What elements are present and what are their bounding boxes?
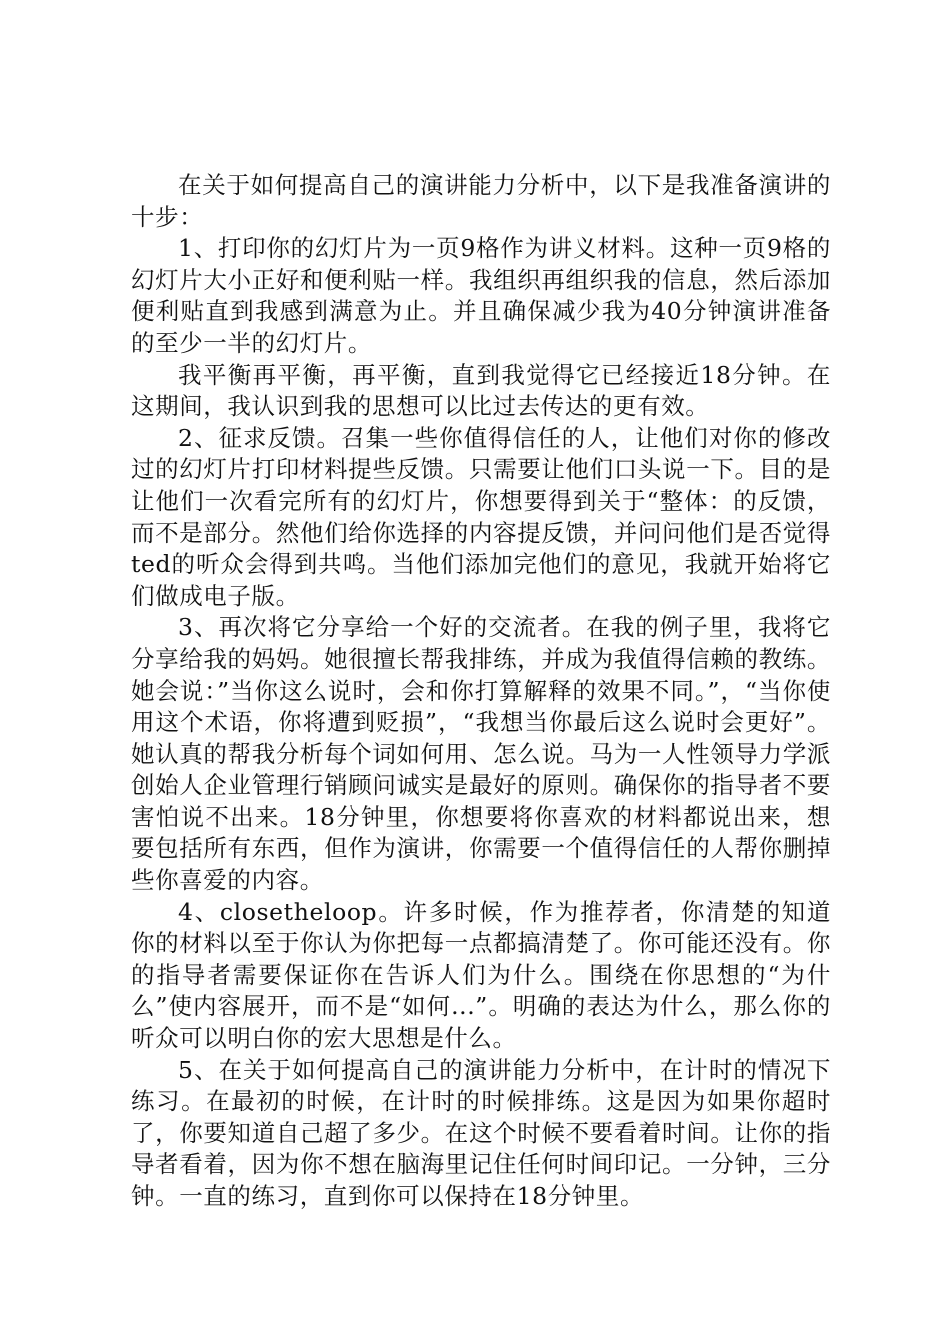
document-body bbox=[131, 170, 831, 1213]
paragraph-step-5: 5、在关于如何提高自己的演讲能力分析中，在计时的情况下练习。在最初的时候，在计时的时候排练。这是因为如果你超时了，你要知道自己超了多少。在这个时候不要看着时间。让你的指导者看着，因为你不想在脑海里记住任何时间印记。一分钟，三分钟。一直的练习，直到你可以保持在18分钟里。 bbox=[131, 1055, 831, 1210]
paragraph-step-1: 1、打印你的幻灯片为一页9格作为讲义材料。这种一页9格的幻灯片大小正好和便利贴一样。我组织再组织我的信息，然后添加便利贴直到我感到满意为止。并且确保减少我为40分钟演讲准备的至少一半的幻灯片。 bbox=[131, 234, 831, 357]
paragraph-step-3: 3、再次将它分享给一个好的交流者。在我的例子里，我将它分享给我的妈妈。她很擅长帮我排练，并成为我值得信赖的教练。她会说：”当你这么说时，会和你打算解释的效果不同。”，“当你使用这个术语，你将遭到贬损”，“我想当你最后这么说时会更好”。她认真的帮我分析每个词如何用、怎么说。马为一人性领导力学派创始人企业管理行销顾问诚实是最好的原则。确保你的指导者不要害怕说不出来。18分钟里，你想要将你喜欢的材料都说出来，想要包括所有东西，但作为演讲，你需要一个值得信任的人帮你删掉些你喜爱的内容。 bbox=[131, 613, 831, 895]
paragraph-balance: 我平衡再平衡，再平衡，直到我觉得它已经接近18分钟。在这期间，我认识到我的思想可以比过去传达的更有效。 bbox=[131, 360, 831, 421]
paragraph-step-4: 4、closetheloop。许多时候，作为推荐者，你清楚的知道你的材料以至于你认为你把每一点都搞清楚了。你可能还没有。你的指导者需要保证你在告诉人们为什么。围绕在你思想的“为什么”使内容展开，而不是“如何...”。明确的表达为什么，那么你的听众可以明白你的宏大思想是什么。 bbox=[131, 897, 831, 1053]
paragraph-intro: 在关于如何提高自己的演讲能力分析中，以下是我准备演讲的十步： bbox=[131, 171, 831, 231]
paragraph-step-2: 2、征求反馈。召集一些你值得信任的人，让他们对你的修改过的幻灯片打印材料提些反馈。只需要让他们口头说一下。目的是让他们一次看完所有的幻灯片，你想要得到关于“整体：的反馈，而不是部分。然他们给你选择的内容提反馈，并问问他们是否觉得ted的听众会得到共鸣。当他们添加完他们的意见，我就开始将它们做成电子版。 bbox=[131, 423, 831, 610]
